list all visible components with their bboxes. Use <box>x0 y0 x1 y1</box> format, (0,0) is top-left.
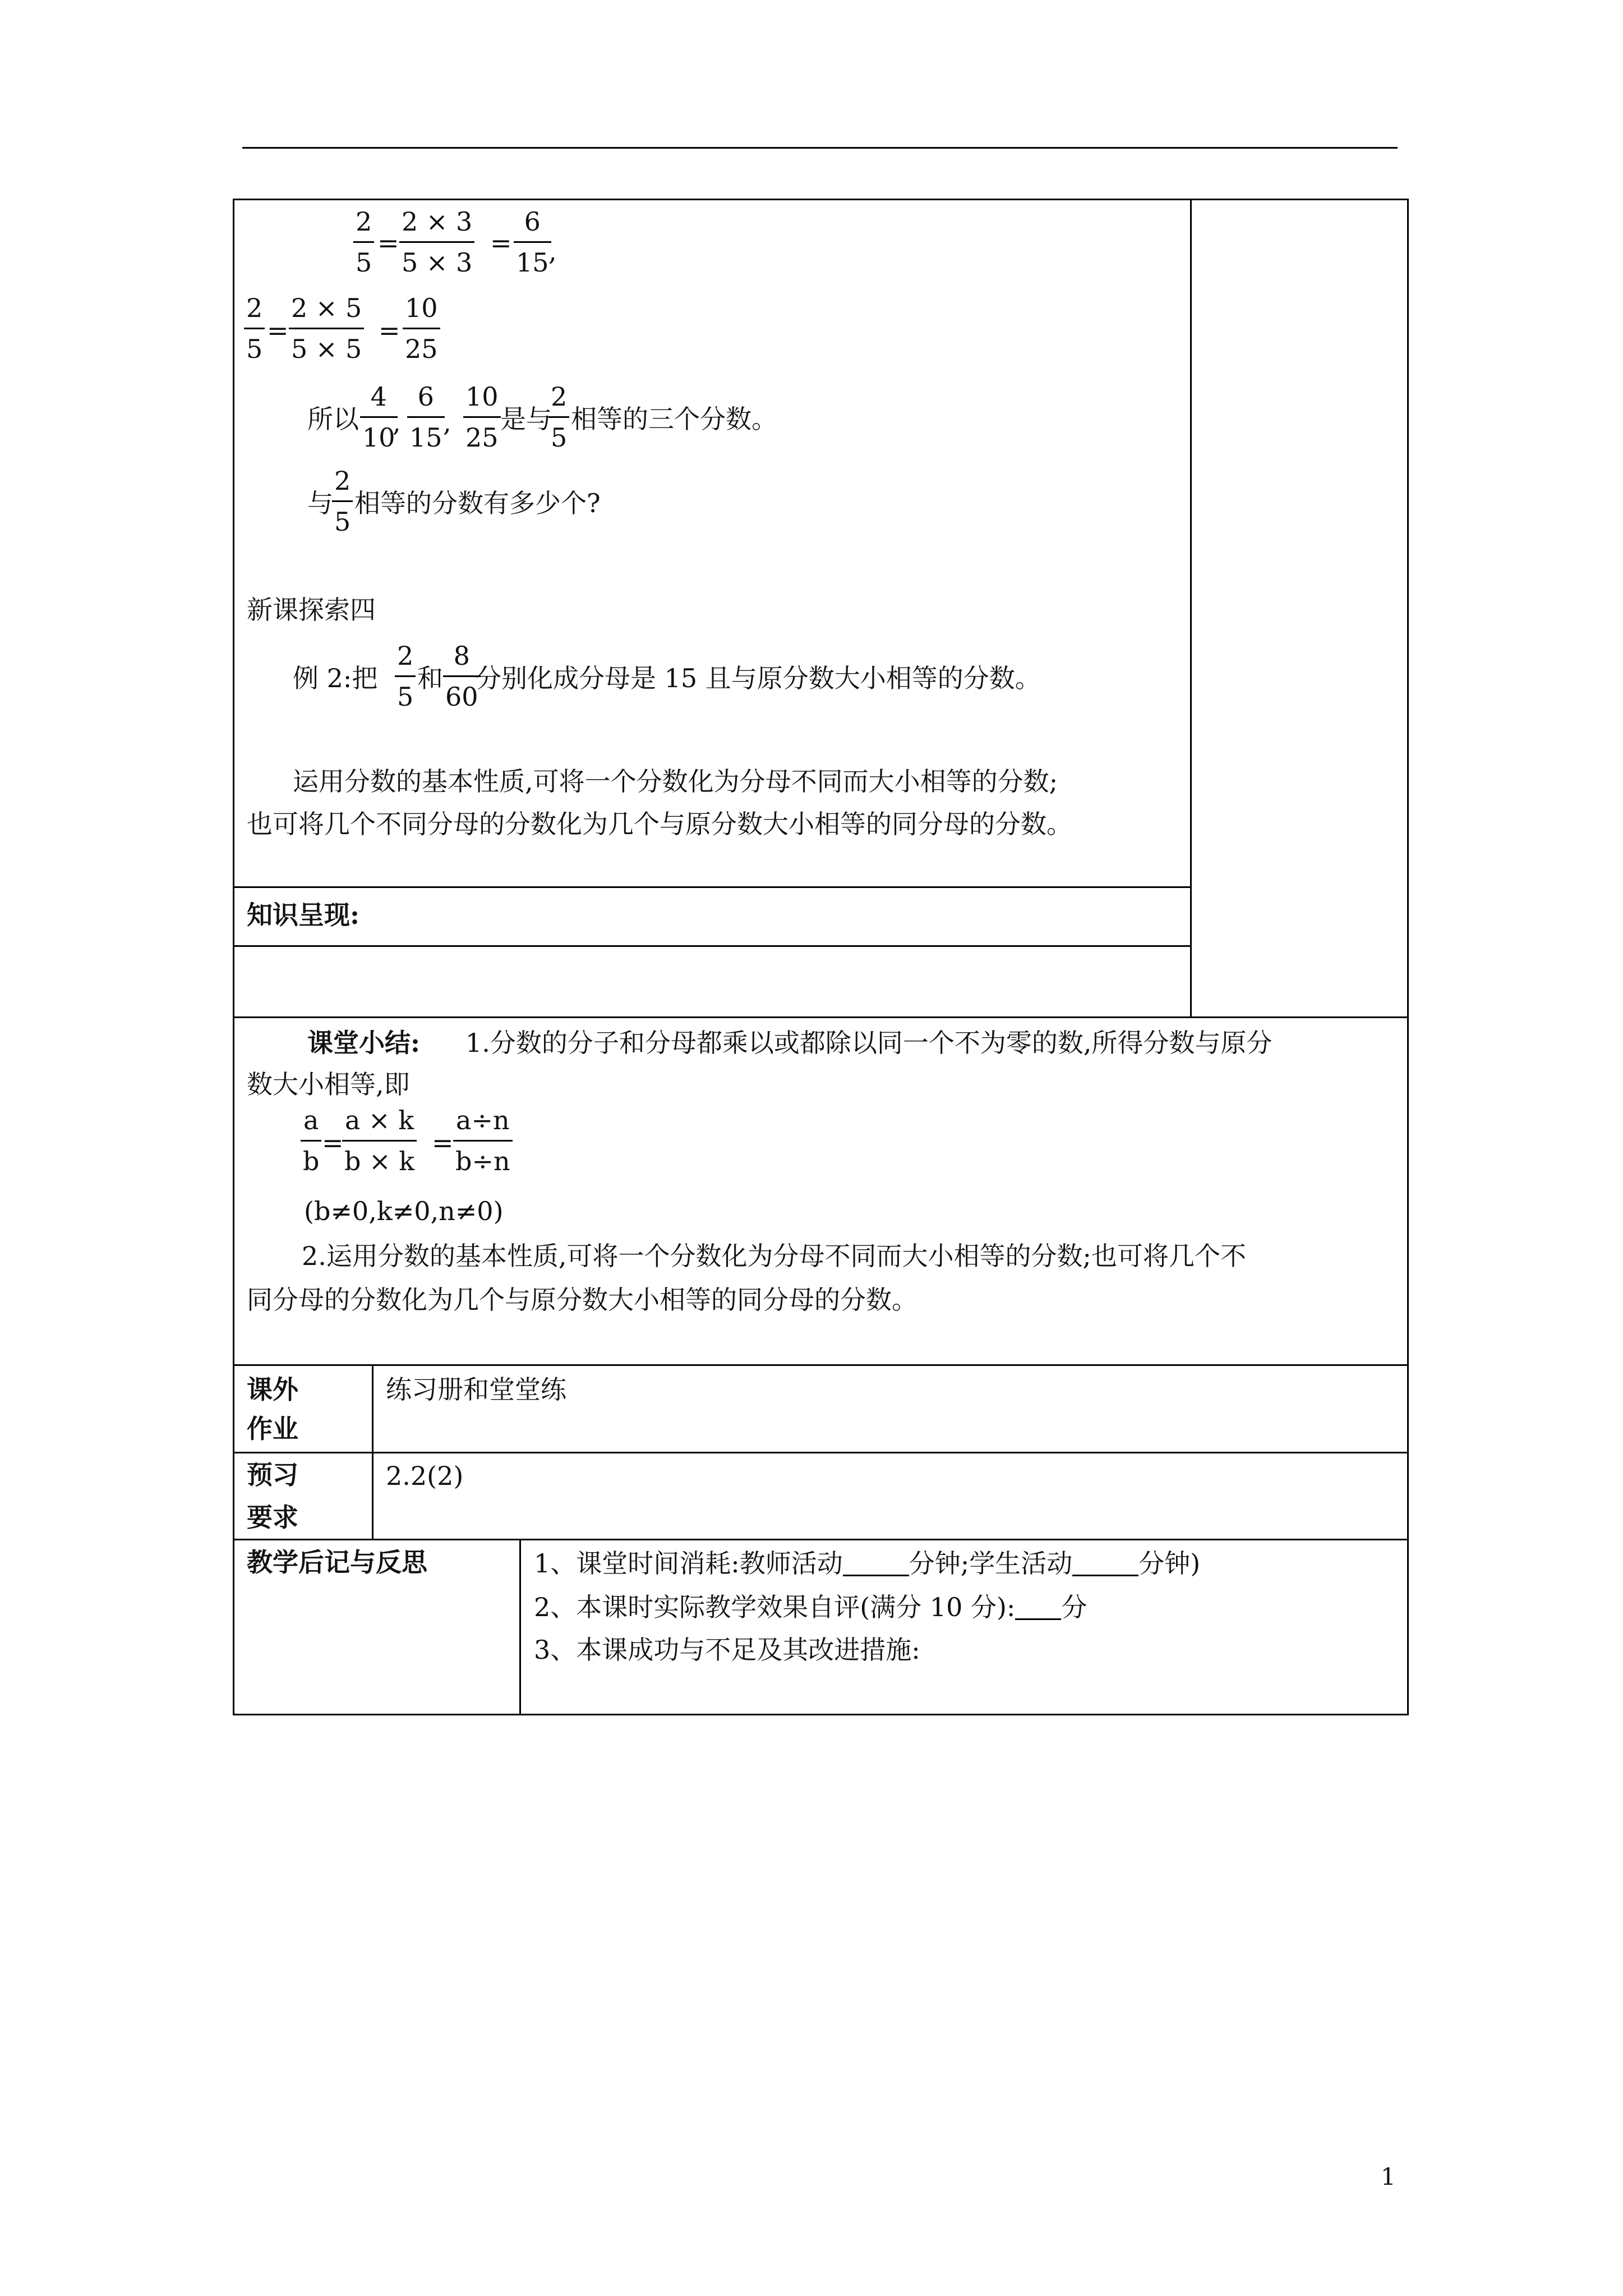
fraction: 6 15 <box>514 209 551 275</box>
section-title: 新课探索四 <box>247 595 376 625</box>
fill-blank <box>1015 1596 1061 1620</box>
fraction: 2 5 <box>548 384 569 450</box>
fill-blank <box>843 1552 909 1576</box>
summary-label: 课堂小结: <box>307 1028 420 1058</box>
text-equal-three: 相等的三个分数。 <box>571 404 777 434</box>
reflection-item-1 <box>534 1548 1201 1579</box>
fraction: a b <box>301 1107 321 1174</box>
equals-sign: = <box>379 315 400 346</box>
text-with: 与 <box>307 488 333 518</box>
comma: , <box>393 407 401 438</box>
comma: , <box>548 236 557 266</box>
example-text: 分别化成分母是 15 且与原分数大小相等的分数。 <box>476 663 1041 693</box>
text-is-with: 是与 <box>500 404 552 434</box>
summary-line: 同分母的分数化为几个与原分数大小相等的同分母的分数。 <box>247 1285 917 1315</box>
reflection-text: 1、课堂时间消耗:教师活动 <box>534 1548 843 1579</box>
paragraph-line: 也可将几个不同分母的分数化为几个与原分数大小相等的同分母的分数。 <box>247 809 1072 839</box>
fill-blank <box>1072 1552 1138 1576</box>
summary-line: 1.分数的分子和分母都乘以或都除以同一个不为零的数,所得分数与原分 <box>465 1028 1272 1058</box>
fraction: 10 25 <box>403 295 440 362</box>
homework-label: 课外 <box>247 1374 298 1405</box>
text-question: 相等的分数有多少个? <box>354 488 601 518</box>
text-so: 所以 <box>307 404 359 434</box>
equals-sign: = <box>377 228 399 258</box>
preview-label: 预习 <box>247 1460 298 1490</box>
reflection-text: 分 <box>1061 1592 1087 1622</box>
fraction: 10 25 <box>463 384 501 450</box>
example-label: 例 2:把 <box>293 663 378 693</box>
fraction: 4 10 <box>360 384 398 450</box>
homework-label: 作业 <box>247 1414 298 1444</box>
fraction: a÷n b÷n <box>453 1107 513 1174</box>
equals-sign: = <box>432 1128 454 1158</box>
header-rule <box>242 147 1398 149</box>
fraction: 6 15 <box>407 384 445 450</box>
summary-line: 2.运用分数的基本性质,可将一个分数化为分母不同而大小相等的分数;也可将几个不 <box>302 1241 1247 1271</box>
fraction: 2 × 3 5 × 3 <box>399 209 474 275</box>
preview-label: 要求 <box>247 1502 298 1533</box>
fraction: 2 × 5 5 × 5 <box>289 295 364 362</box>
equals-sign: = <box>322 1128 344 1158</box>
paragraph-line: 运用分数的基本性质,可将一个分数化为分母不同而大小相等的分数; <box>293 766 1058 797</box>
text-and: 和 <box>417 663 443 693</box>
equals-sign: = <box>490 228 512 258</box>
fraction: 2 5 <box>332 468 353 535</box>
reflection-item-3: 3、本课成功与不足及其改进措施: <box>534 1635 920 1665</box>
fraction: 2 5 <box>395 643 416 710</box>
page-number: 1 <box>1381 2163 1396 2191</box>
equals-sign: = <box>267 315 289 346</box>
reflection-item-2 <box>534 1594 1087 1620</box>
reflection-label: 教学后记与反思 <box>247 1547 427 1577</box>
fraction: 2 5 <box>353 209 374 275</box>
reflection-text: 分钟) <box>1138 1548 1201 1579</box>
reflection-text: 分钟;学生活动 <box>909 1548 1073 1579</box>
summary-line: 数大小相等,即 <box>247 1069 410 1099</box>
summary-conditions: (b≠0,k≠0,n≠0) <box>304 1196 504 1226</box>
fraction: a × k b × k <box>342 1107 417 1174</box>
comma: , <box>443 407 451 438</box>
preview-value: 2.2(2) <box>386 1461 464 1491</box>
fraction: 2 5 <box>244 295 265 362</box>
homework-value: 练习册和堂堂练 <box>386 1374 566 1405</box>
fraction: 8 60 <box>443 643 481 710</box>
knowledge-label: 知识呈现: <box>247 900 359 930</box>
reflection-text: 2、本课时实际教学效果自评(满分 10 分): <box>534 1592 1016 1622</box>
